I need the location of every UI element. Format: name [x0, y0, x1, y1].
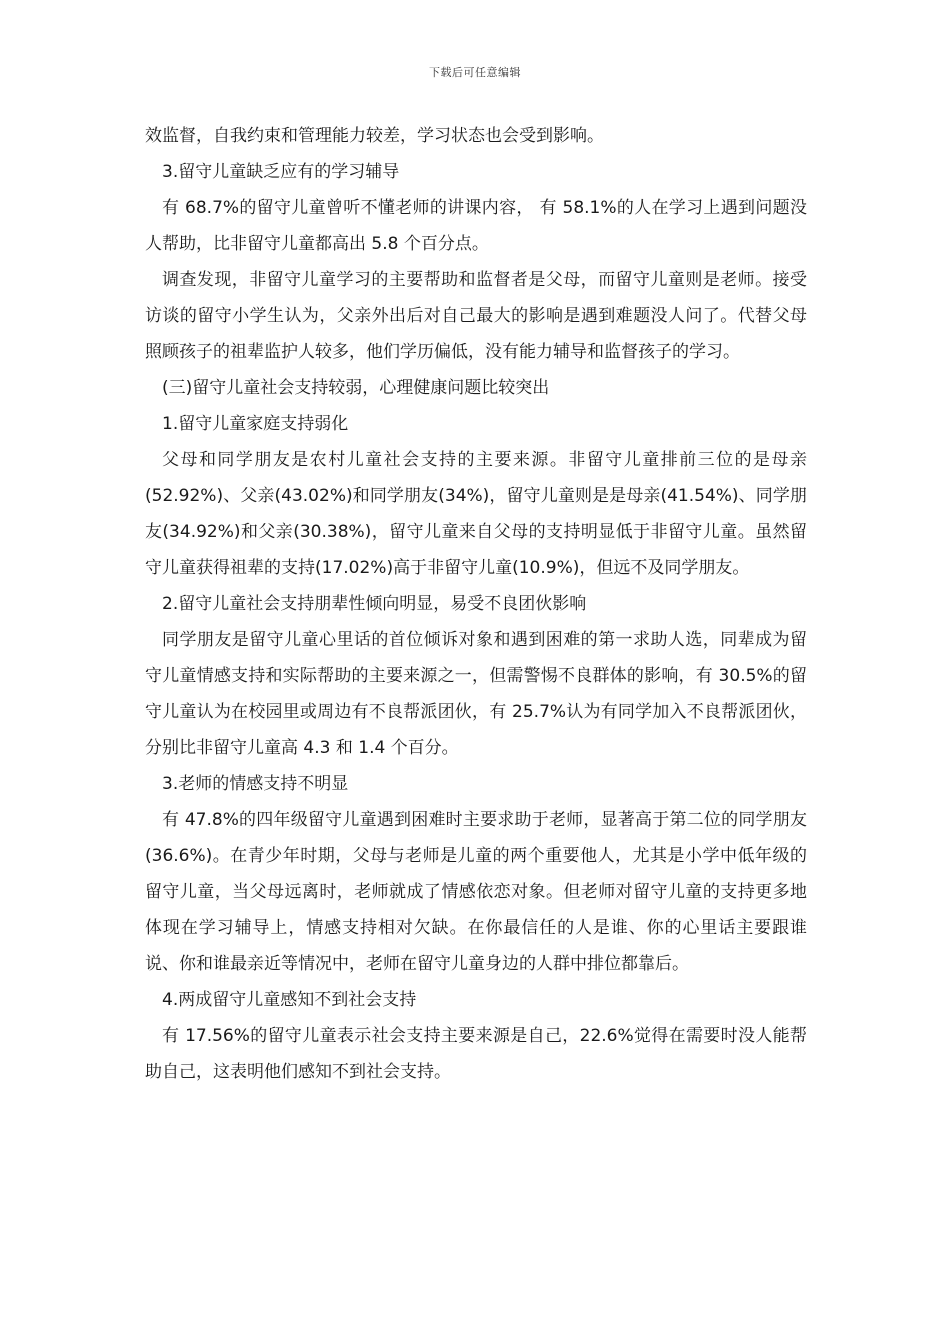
page-header: 下载后可任意编辑 [429, 66, 521, 79]
section-heading-learning-guidance: 3.留守儿童缺乏应有的学习辅导 [162, 162, 400, 182]
paragraph-peer-support: 同学朋友是留守儿童心里话的首位倾诉对象和遇到困难的第一求助人选，同辈成为留守儿童情感支持和实际帮助的主要来源之一，但需警惕不良群体的影响，有 30.5%的留守儿童认为在校园里或周边有不良帮派团伙，有 25.7%认为有同学加入不良帮派团伙，分别比非留守儿童高 4.3 和 1.4 个百分。 [145, 630, 807, 758]
document-body [145, 118, 807, 1090]
paragraph-learning-stats: 有 68.7%的留守儿童曾听不懂老师的讲课内容， 有 58.1%的人在学习上遇到问题没人帮助，比非留守儿童都高出 5.8 个百分点。 [145, 198, 807, 254]
paragraph-teacher-support: 有 47.8%的四年级留守儿童遇到困难时主要求助于老师，显著高于第二位的同学朋友(36.6%)。在青少年时期，父母与老师是儿童的两个重要他人，尤其是小学中低年级的留守儿童，当父母远离时，老师就成了情感依恋对象。但老师对留守儿童的支持更多地体现在学习辅导上，情感支持相对欠缺。在你最信任的人是谁、你的心里话主要跟谁说、你和谁最亲近等情况中，老师在留守儿童身边的人群中排位都靠后。 [145, 810, 807, 974]
paragraph-survey-findings: 调查发现，非留守儿童学习的主要帮助和监督者是父母，而留守儿童则是老师。接受访谈的留守小学生认为，父亲外出后对自己最大的影响是遇到难题没人问了。代替父母照顾孩子的祖辈监护人较多，他们学历偏低，没有能力辅导和监督孩子的学习。 [145, 270, 807, 362]
paragraph-perceived-support: 有 17.56%的留守儿童表示社会支持主要来源是自己，22.6%觉得在需要时没人能帮助自己，这表明他们感知不到社会支持。 [145, 1026, 807, 1082]
section-heading-social-support: (三)留守儿童社会支持较弱，心理健康问题比较突出 [162, 378, 550, 398]
paragraph-continuation: 效监督，自我约束和管理能力较差，学习状态也会受到影响。 [145, 126, 604, 146]
section-heading-perceived-support: 4.两成留守儿童感知不到社会支持 [162, 990, 417, 1010]
section-heading-family-support: 1.留守儿童家庭支持弱化 [162, 414, 349, 434]
section-heading-peer-support: 2.留守儿童社会支持朋辈性倾向明显，易受不良团伙影响 [162, 594, 587, 614]
section-heading-teacher-support: 3.老师的情感支持不明显 [162, 774, 349, 794]
paragraph-family-support: 父母和同学朋友是农村儿童社会支持的主要来源。非留守儿童排前三位的是母亲(52.92%)、父亲(43.02%)和同学朋友(34%)，留守儿童则是是母亲(41.54%)、同学朋友(34.92%)和父亲(30.38%)，留守儿童来自父母的支持明显低于非留守儿童。虽然留守儿童获得祖辈的支持(17.02%)高于非留守儿童(10.9%)，但远不及同学朋友。 [145, 450, 807, 578]
